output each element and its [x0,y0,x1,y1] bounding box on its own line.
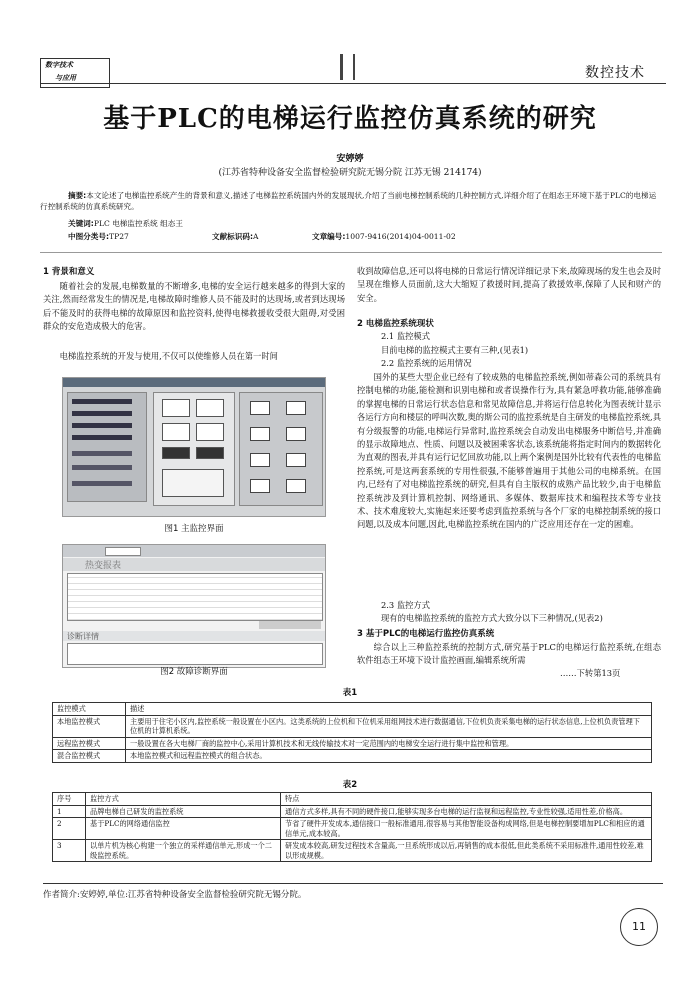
table-cell: 3 [53,840,86,862]
table-cell: 混合监控模式 [53,750,126,763]
doc-value: A [253,232,259,241]
table-cell: 研发成本较高,研发过程技术含量高,一旦系统形成以后,再销售的成本很低,但此类系统不采用标准件,通用性较差,难以形成规模。 [281,840,652,862]
table-header: 特点 [281,793,652,806]
table-header: 序号 [53,793,86,806]
author: 安婷婷 [336,154,364,164]
table-cell: 本地监控模式 [53,715,126,737]
fig2-detail-area [67,643,323,665]
doc-code [212,231,259,242]
page-number: 11 [632,920,646,933]
fig2-toolbar [63,545,325,557]
table-row [53,703,652,716]
table-2 [52,792,652,862]
clc-label: 中图分类号: [68,232,110,241]
table-row [53,818,652,840]
abstract-rule [40,252,662,253]
paper-title: 基于PLC的电梯运行监控仿真系统的研究 [103,104,597,134]
table-cell: 2 [53,818,86,840]
fig2-detail-header: 诊断详情 [63,631,326,641]
fig2-action-buttons [259,621,321,629]
table-row [53,737,652,750]
header-divider-bar [340,54,343,80]
table-cell: 品牌电梯自己研发的监控系统 [86,805,281,818]
affiliation: (江苏省特种设备安全监督检验研究院无锡分院 江苏无锡 214174) [218,168,482,178]
table-2-caption: 表2 [342,780,358,790]
paragraph-2-1: 目前电梯的监控模式主要有三种,(见表1) [381,345,529,355]
clc-code [68,231,129,242]
table-cell: 节省了硬件开发成本,通信接口一般标准通用,很容易与其他智能设备构成网络,但是电梯控制要增加PLC和相应的通信单元,成本较高。 [281,818,652,840]
table-cell: 远程监控模式 [53,737,126,750]
table-header: 监控模式 [53,703,126,716]
section-title: 数控技术 [585,65,645,81]
fig1-title-bar [63,378,325,387]
table-row [53,793,652,806]
fig2-report-tab: 热变报表 [63,558,326,571]
figure-2-caption: 图2 故障诊断界面 [160,667,228,677]
table-cell: 通信方式多样,具有不同的硬件接口,能够实现多台电梯的运行监视和远程监控,专业性较强,适用性差,价格高。 [281,805,652,818]
table-header: 描述 [126,703,652,716]
journal-name-line2: 与应用 [55,73,76,82]
footer-rule [43,883,663,884]
paragraph-1: 随着社会的发展,电梯数量的不断增多,电梯的安全运行越来越多的得到大家的关注,然而经常发生的情况是,电梯故障时维修人员不能及时的达现场,或者到达现场后不能及时的获得电梯的故障原因和监控资料,使得电梯救援收受很大阻碍,对受困群众的安危造成极大的危害。 [43,281,345,332]
subheading-2-2: 2.2 监控系统的运用情况 [381,358,472,368]
abstract-label: 摘要: [68,191,87,200]
header-rule [40,83,666,84]
paragraph-2-3: 现有的电梯监控系统的监控方式大致分以下三种情况,(见表2) [381,613,603,623]
table-cell: 1 [53,805,86,818]
article-value: 1007-9416(2014)04-0011-02 [345,232,456,241]
right-paragraph-1: 收到故障信息,还可以将电梯的日常运行情况详细记录下来,故障现场的发生也会及时呈现在维修人员面前,这大大缩短了救援时间,提高了救援效率,保障了人民和财产的安全。 [357,266,661,303]
journal-name-line1: 数字技术 [45,60,73,69]
header-divider-bar [353,54,355,80]
table-cell: 主要用于住宅小区内,监控系统一般设置在小区内。这类系统的上位机和下位机采用组网技术进行数据通信,下位机负责采集电梯的运行状态信息,上位机负责管理下位机的计算机系统。 [126,715,652,737]
article-label: 文章编号: [312,232,346,241]
figure-1-caption: 图1 主监控界面 [164,524,224,534]
table-row [53,805,652,818]
fig1-elevator-shaft [153,392,235,506]
table-header: 监控方式 [86,793,281,806]
table-row [53,840,652,862]
heading-1: 1 背景和意义 [43,267,95,277]
abstract [40,190,662,212]
table-cell: 基于PLC的网络通信监控 [86,818,281,840]
article-number [312,231,456,242]
heading-3: 3 基于PLC的电梯运行监控仿真系统 [357,629,495,639]
subheading-2-3: 2.3 监控方式 [381,600,431,610]
continued-notice: ……下转第13页 [560,668,621,678]
paragraph-2-2: 国外的某些大型企业已经有了较成熟的电梯监控系统,例如蒂森公司的系统具有控制电梯的功能,能检测和识别电梯和或者误操作行为,具有紧急呼救功能,能够准确的掌握电梯的日常运行状态信息和常见故障信息,并将运行信息转化为图表统计显示各运行方向和楼层的呼叫次数,奥的斯公司的监控系统是自主研发的电梯监控系统,具有分级报警的功能,电梯运行异常时,监控系统会自动发出电梯服务中断信号,并准确的显示故障地点、性质、问题以及被困乘客状态,该系统能将指定时间内的数据转化为直观的图表,并具有运行记忆回放功能,以上两个案例是国外比较有代表性的电梯监控系统,可是这两套系统的专用性很强,不能够普遍用于其他公司的电梯系统。在国内,已经有了对电梯监控系统的研究,但具有自主版权的成熟产品比较少,由于电梯监控系统涉及到计算机控制、网络通讯、多媒体、数据库技术和编程技术等专业技术、技术难度较大,实施起来还要考虑到监控系统与各个厂家的电梯控制系统的接口问题,以及成本问题,因此,电梯监控系统在国内的广泛应用还存在一定的困难。 [357,372,661,530]
figure-1-main-monitor-screen [62,377,326,517]
author-note: 作者简介:安婷婷,单位:江苏省特种设备安全监督检验研究院无锡分院。 [43,890,307,900]
heading-2: 2 电梯监控系统现状 [357,319,434,329]
table-row [53,750,652,763]
table-cell: 本地监控模式和远程监控模式的组合状态。 [126,750,652,763]
paragraph-2: 电梯监控系统的开发与使用,不仅可以使维修人员在第一时间 [59,351,278,361]
table-1-caption: 表1 [342,688,358,698]
table-1 [52,702,652,763]
table-row [53,715,652,737]
clc-value: TP27 [109,232,129,241]
abstract-text: 本文论述了电梯监控系统产生的背景和意义,描述了电梯监控系统国内外的发展现状,介绍了当前电梯控制系统的几种控制方式,详细介绍了在组态王环境下基于PLC的电梯运行控制系统的仿真系统研究。 [40,191,657,211]
paragraph-3: 综合以上三种监控系统的控制方式,研究基于PLC的电梯运行监控系统,在组态软件组态王环境下设计监控画面,编辑系统所需 [357,642,661,666]
keywords-text: PLC 电梯监控系统 组态王 [93,219,183,228]
table-cell: 以单片机为核心构建一个独立的采样通信单元,形成一个二级监控系统。 [86,840,281,862]
doc-label: 文献标识码: [212,232,254,241]
keywords [68,218,183,229]
fig1-status-panel [67,392,147,502]
page-number-badge [620,908,658,946]
table-cell: 一般设置在各大电梯厂商的监控中心,采用计算机技术和无线传输技术对一定范围内的电梯安全运行进行集中监控和管理。 [126,737,652,750]
fig1-button-panel [239,392,323,506]
figure-2-fault-diagnosis-screen [62,544,326,668]
subheading-2-1: 2.1 监控模式 [381,331,431,341]
keywords-label: 关键词: [68,219,94,228]
fig2-report-table [67,573,323,621]
